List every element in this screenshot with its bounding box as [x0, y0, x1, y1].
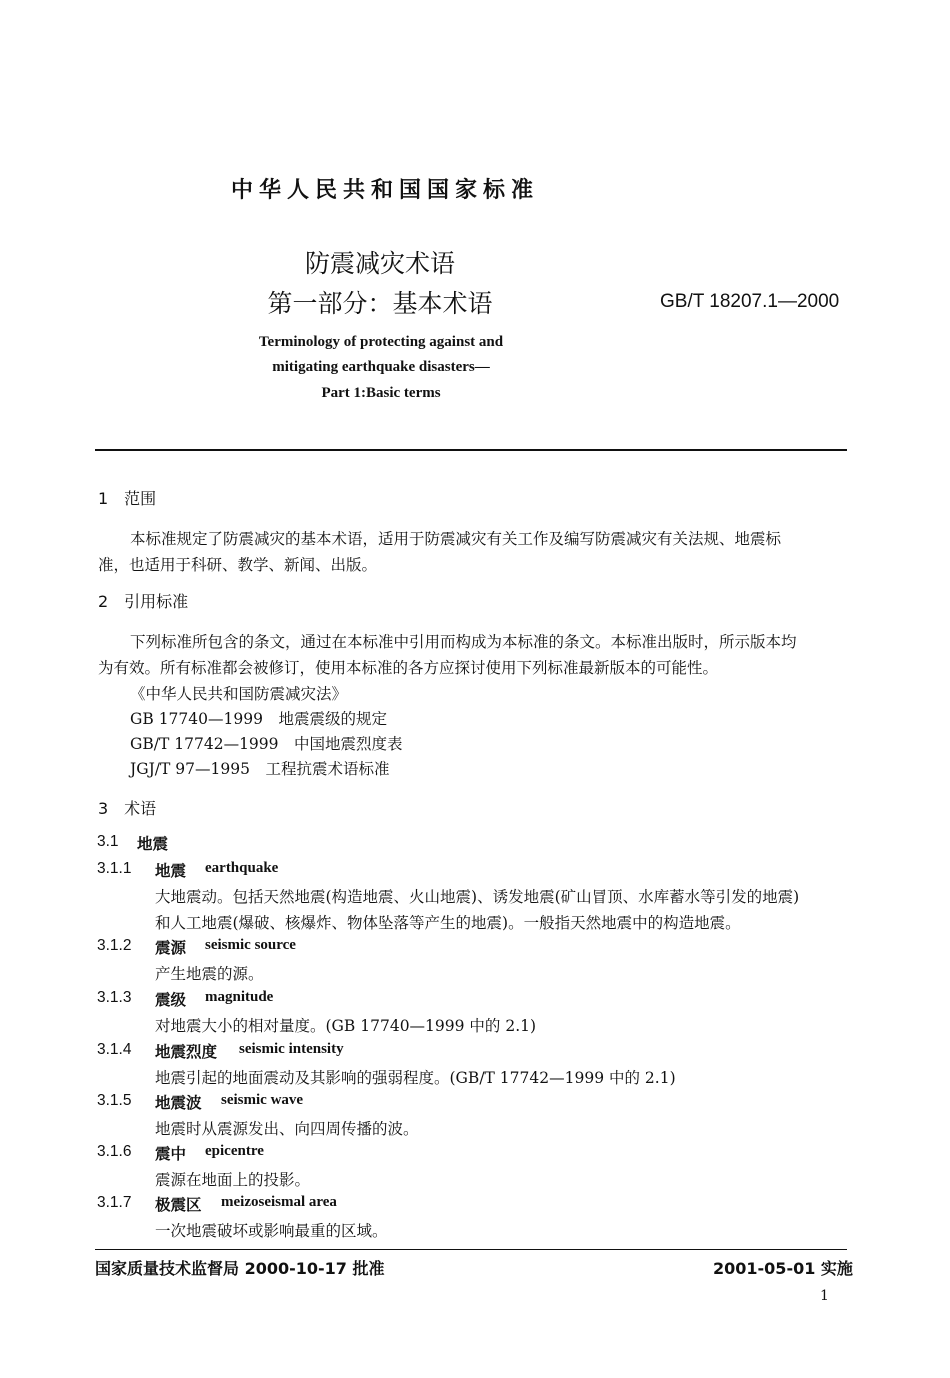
term-english: earthquake [205, 860, 279, 876]
term-number: 3.1.5 [97, 1092, 132, 1109]
subsection-number: 3.1 [97, 833, 119, 850]
section-3-heading: 3 术语 [98, 799, 157, 818]
term-chinese: 震源 [155, 939, 187, 957]
english-title-line-3: Part 1:Basic terms [321, 385, 441, 401]
reference-item: GB 17740—1999 地震震级的规定 [130, 710, 387, 728]
section-2-heading: 2 引用标准 [98, 592, 189, 611]
term-chinese: 地震 [155, 862, 187, 880]
term-number: 3.1.6 [97, 1143, 132, 1160]
term-definition: 一次地震破坏或影响最重的区域。 [155, 1222, 388, 1240]
term-definition: 震源在地面上的投影。 [155, 1171, 311, 1189]
term-number: 3.1.3 [97, 989, 132, 1006]
implementation-date: 2001-05-01 实施 [713, 1259, 853, 1278]
section-1-para-line-1: 本标准规定了防震减灾的基本术语，适用于防震减灾有关工作及编写防震减灾有关法规、地震标 [130, 530, 782, 548]
term-english: magnitude [205, 989, 274, 1005]
subsection-label: 地震 [137, 835, 169, 853]
english-title-line-1: Terminology of protecting against and [258, 334, 504, 350]
page-number: 1 [820, 1288, 829, 1304]
term-number: 3.1.4 [97, 1041, 132, 1058]
header-divider [95, 449, 847, 451]
term-definition: 和人工地震(爆破、核爆炸、物体坠落等产生的地震)。一般指天然地震中的构造地震。 [155, 914, 741, 932]
reference-item: 《中华人民共和国防震减灾法》 [130, 685, 348, 703]
term-chinese: 震中 [155, 1145, 187, 1163]
footer-divider [95, 1249, 847, 1250]
term-chinese: 极震区 [155, 1196, 202, 1214]
term-number: 3.1.2 [97, 937, 132, 954]
term-english: seismic source [205, 937, 296, 953]
section-2-para-line-2: 为有效。所有标准都会被修订，使用本标准的各方应探讨使用下列标准最新版本的可能性。 [98, 659, 719, 677]
standard-number: GB/T 18207.1—2000 [660, 291, 840, 312]
reference-item: JGJ/T 97—1995 工程抗震术语标准 [130, 760, 390, 778]
term-number: 3.1.1 [97, 860, 132, 877]
term-english: epicentre [205, 1143, 264, 1159]
term-chinese: 地震波 [155, 1094, 202, 1112]
term-number: 3.1.7 [97, 1194, 132, 1211]
term-english: seismic intensity [239, 1041, 344, 1057]
term-definition: 产生地震的源。 [155, 965, 264, 983]
term-chinese: 震级 [155, 991, 187, 1009]
section-1-heading: 1 范围 [98, 489, 157, 508]
term-english: meizoseismal area [221, 1194, 337, 1210]
english-title-line-2: mitigating earthquake disasters— [272, 359, 490, 375]
term-definition: 地震时从震源发出、向四周传播的波。 [155, 1120, 419, 1138]
title-line-2: 第一部分：基本术语 [267, 289, 493, 318]
section-2-para-line-1: 下列标准所包含的条文，通过在本标准中引用而构成为本标准的条文。本标准出版时，所示版本均 [130, 633, 797, 651]
term-definition: 对地震大小的相对量度。(GB 17740—1999 中的 2.1) [155, 1017, 537, 1035]
section-1-para-line-2: 准，也适用于科研、教学、新闻、出版。 [98, 556, 378, 574]
term-definition: 地震引起的地面震动及其影响的强弱程度。(GB/T 17742—1999 中的 2.1) [155, 1069, 676, 1087]
term-definition: 大地震动。包括天然地震(构造地震、火山地震)、诱发地震(矿山冒顶、水库蓄水等引发的地震) [155, 888, 800, 906]
title-line-1: 防震减灾术语 [304, 249, 455, 278]
term-chinese: 地震烈度 [155, 1043, 218, 1061]
national-standard-label: 中华人民共和国国家标准 [230, 178, 539, 203]
term-english: seismic wave [221, 1092, 304, 1108]
reference-item: GB/T 17742—1999 中国地震烈度表 [130, 735, 403, 753]
approval-date: 国家质量技术监督局 2000-10-17 批准 [95, 1259, 385, 1278]
